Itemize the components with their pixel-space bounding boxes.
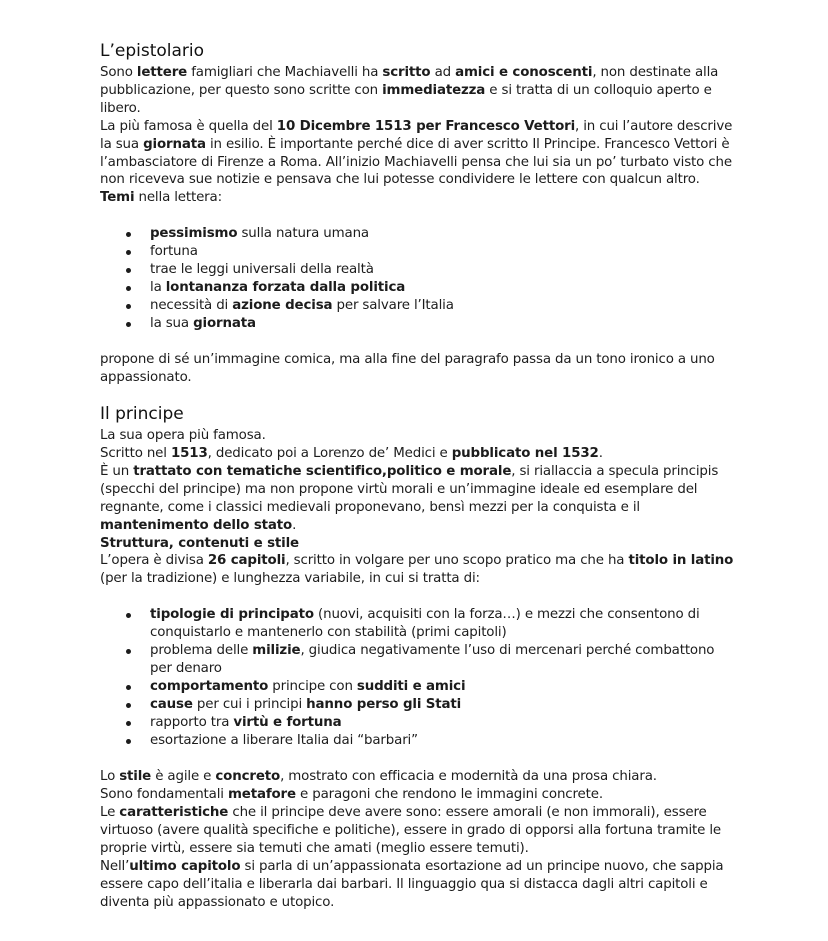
temi-label: Temi nella lettera: xyxy=(100,190,222,206)
principe-subheading: Struttura, contenuti e stile xyxy=(100,535,299,551)
list-item: trae le leggi universali della realtà xyxy=(150,261,740,279)
list-item: tipologie di principato (nuovi, acquisiti con la forza…) e mezzi che consentono di conquistarlo e mantenerlo con stabilità (primi capitoli) xyxy=(150,606,740,642)
list-item: pessimismo sulla natura umana xyxy=(150,225,740,243)
list-item: fortuna xyxy=(150,243,740,261)
themes-list xyxy=(100,225,740,333)
principe-paragraph-8: Nell’ultimo capitolo si parla di un’appassionata esortazione ad un principe nuovo, che sappia essere capo dell’italia e liberarla dai barbari. Il linguaggio qua si distacca dagli altri capitoli e diventa più appassionato e utopico. xyxy=(100,858,724,910)
epistolario-paragraph-1: Sono lettere famigliari che Machiavelli ha scritto ad amici e conoscenti, non destinate alla pubblicazione, per questo sono scritte con immediatezza e si tratta di un colloquio aperto e libero. xyxy=(100,65,719,116)
list-item: esortazione a liberare Italia dai “barbari” xyxy=(150,732,740,750)
principe-paragraph-5: Lo stile è agile e concreto, mostrato con efficacia e modernità da una prosa chiara. xyxy=(100,769,657,785)
list-item: problema delle milizie, giudica negativamente l’uso di mercenari perché combattono per denaro xyxy=(150,642,740,678)
document-page xyxy=(100,40,740,911)
list-item: comportamento principe con sudditi e amici xyxy=(150,678,740,696)
epistolario-paragraph-2: La più famosa è quella del 10 Dicembre 1513 per Francesco Vettori, in cui l’autore descrive la sua giornata in esilio. È importante perché dice di aver scritto Il Principe. Francesco Vettori è l’ambasciatore di Firenze a Roma. All’inizio Machiavelli pensa che lui sia un po’ turbato visto che non riceveva sue notizie e pensava che lui potesse condividere le lettere con qualcun altro. xyxy=(100,118,733,188)
list-item: la lontananza forzata dalla politica xyxy=(150,279,740,297)
list-item: cause per cui i principi hanno perso gli Stati xyxy=(150,696,740,714)
principe-paragraph-7: Le caratteristiche che il principe deve avere sono: essere amorali (e non immorali), essere virtuoso (avere qualità specifiche e politiche), essere in grado di opporsi alla fortuna tramite le proprie virtù, essere sia temuti che amati (meglio essere temuti). xyxy=(100,805,722,856)
topics-list xyxy=(100,606,740,750)
principe-paragraph-6: Sono fondamentali metafore e paragoni che rendono le immagini concrete. xyxy=(100,787,603,803)
principe-paragraph-3: È un trattato con tematiche scientifico,politico e morale, si riallaccia a specula principis (specchi del principe) ma non propone virtù morali e un’immagine ideale ed esemplare del regnante, come i classici medievali proponevano, bensì mezzi per la conquista e il mantenimento dello stato. xyxy=(100,463,719,533)
list-item: rapporto tra virtù e fortuna xyxy=(150,714,740,732)
section-title-principe: Il principe xyxy=(100,404,184,425)
principe-paragraph-2: Scritto nel 1513, dedicato poi a Lorenzo de’ Medici e pubblicato nel 1532. xyxy=(100,445,603,461)
list-item: la sua giornata xyxy=(150,315,740,333)
section-title-epistolario: L’epistolario xyxy=(100,41,205,61)
principe-paragraph-4: L’opera è divisa 26 capitoli, scritto in volgare per uno scopo pratico ma che ha titolo in latino (per la tradizione) e lunghezza variabile, in cui si tratta di: xyxy=(100,553,734,587)
epistolario-closing: propone di sé un’immagine comica, ma alla fine del paragrafo passa da un tono ironico a uno appassionato. xyxy=(100,352,715,386)
principe-intro: La sua opera più famosa. xyxy=(100,428,266,444)
list-item: necessità di azione decisa per salvare l’Italia xyxy=(150,297,740,315)
